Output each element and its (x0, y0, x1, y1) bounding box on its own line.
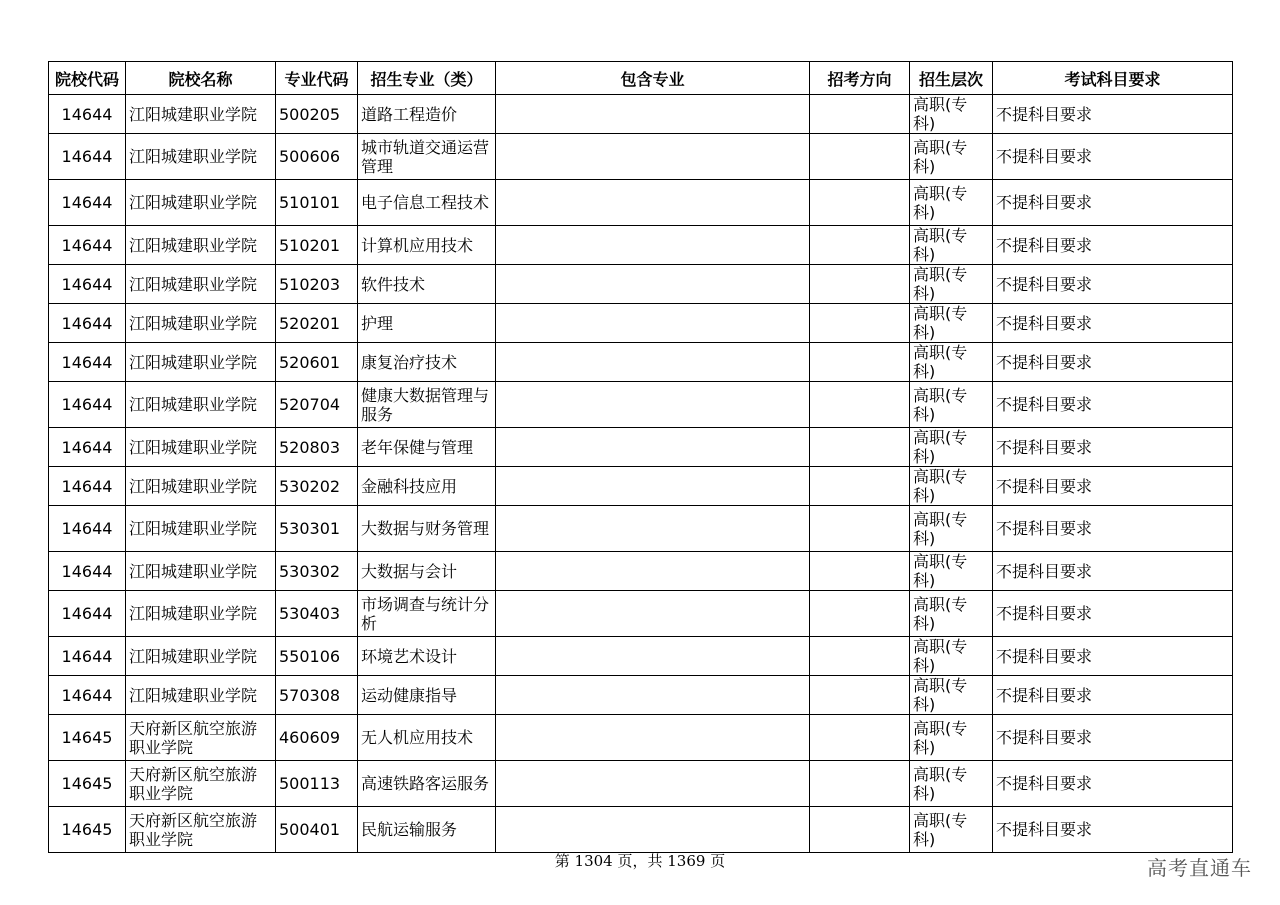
cell-level: 高职(专科) (910, 95, 993, 134)
cell-requirement: 不提科目要求 (993, 637, 1233, 676)
cell-school-name: 天府新区航空旅游职业学院 (126, 715, 276, 761)
cell-included-majors (496, 226, 810, 265)
cell-included-majors (496, 591, 810, 637)
cell-school-name: 江阳城建职业学院 (126, 226, 276, 265)
cell-level: 高职(专科) (910, 382, 993, 428)
cell-direction (810, 382, 910, 428)
table-row (49, 382, 1233, 428)
cell-school-code: 14644 (49, 506, 126, 552)
cell-level: 高职(专科) (910, 761, 993, 807)
cell-school-code: 14645 (49, 715, 126, 761)
table-row (49, 134, 1233, 180)
cell-major: 电子信息工程技术 (358, 180, 496, 226)
cell-school-code: 14644 (49, 134, 126, 180)
cell-included-majors (496, 134, 810, 180)
cell-requirement: 不提科目要求 (993, 304, 1233, 343)
cell-included-majors (496, 265, 810, 304)
cell-major: 高速铁路客运服务 (358, 761, 496, 807)
cell-direction (810, 467, 910, 506)
cell-requirement: 不提科目要求 (993, 591, 1233, 637)
cell-school-code: 14644 (49, 343, 126, 382)
cell-school-code: 14644 (49, 552, 126, 591)
cell-included-majors (496, 95, 810, 134)
cell-major: 计算机应用技术 (358, 226, 496, 265)
cell-major-code: 510101 (276, 180, 358, 226)
cell-major-code: 460609 (276, 715, 358, 761)
cell-major-code: 530202 (276, 467, 358, 506)
cell-major: 环境艺术设计 (358, 637, 496, 676)
cell-level: 高职(专科) (910, 134, 993, 180)
cell-school-code: 14644 (49, 180, 126, 226)
cell-major-code: 520201 (276, 304, 358, 343)
cell-major-code: 500113 (276, 761, 358, 807)
cell-direction (810, 506, 910, 552)
enrollment-table (48, 61, 1233, 853)
cell-school-name: 江阳城建职业学院 (126, 95, 276, 134)
cell-major: 运动健康指导 (358, 676, 496, 715)
cell-direction (810, 637, 910, 676)
cell-requirement: 不提科目要求 (993, 95, 1233, 134)
cell-school-name: 江阳城建职业学院 (126, 304, 276, 343)
cell-level: 高职(专科) (910, 552, 993, 591)
cell-level: 高职(专科) (910, 591, 993, 637)
cell-requirement: 不提科目要求 (993, 761, 1233, 807)
cell-direction (810, 95, 910, 134)
cell-school-code: 14645 (49, 761, 126, 807)
cell-level: 高职(专科) (910, 265, 993, 304)
cell-school-code: 14644 (49, 304, 126, 343)
cell-major-code: 530301 (276, 506, 358, 552)
cell-school-name: 江阳城建职业学院 (126, 134, 276, 180)
table-row (49, 591, 1233, 637)
cell-included-majors (496, 467, 810, 506)
table-body (49, 95, 1233, 853)
cell-major: 健康大数据管理与服务 (358, 382, 496, 428)
cell-level: 高职(专科) (910, 304, 993, 343)
cell-level: 高职(专科) (910, 467, 993, 506)
cell-major: 护理 (358, 304, 496, 343)
cell-requirement: 不提科目要求 (993, 226, 1233, 265)
cell-level: 高职(专科) (910, 180, 993, 226)
cell-major: 道路工程造价 (358, 95, 496, 134)
cell-requirement: 不提科目要求 (993, 382, 1233, 428)
cell-major: 无人机应用技术 (358, 715, 496, 761)
cell-major-code: 510203 (276, 265, 358, 304)
cell-major: 大数据与财务管理 (358, 506, 496, 552)
cell-included-majors (496, 428, 810, 467)
table-row (49, 428, 1233, 467)
cell-major-code: 520704 (276, 382, 358, 428)
cell-direction (810, 761, 910, 807)
header-direction: 招考方向 (810, 62, 910, 95)
cell-direction (810, 304, 910, 343)
cell-school-name: 江阳城建职业学院 (126, 676, 276, 715)
cell-level: 高职(专科) (910, 226, 993, 265)
cell-direction (810, 265, 910, 304)
cell-school-name: 天府新区航空旅游职业学院 (126, 761, 276, 807)
cell-school-name: 江阳城建职业学院 (126, 467, 276, 506)
cell-school-code: 14644 (49, 428, 126, 467)
cell-school-name: 江阳城建职业学院 (126, 506, 276, 552)
cell-direction (810, 676, 910, 715)
table-row (49, 637, 1233, 676)
cell-requirement: 不提科目要求 (993, 180, 1233, 226)
cell-level: 高职(专科) (910, 637, 993, 676)
cell-school-name: 天府新区航空旅游职业学院 (126, 807, 276, 853)
cell-included-majors (496, 304, 810, 343)
cell-direction (810, 591, 910, 637)
cell-major-code: 520803 (276, 428, 358, 467)
cell-major-code: 500401 (276, 807, 358, 853)
cell-level: 高职(专科) (910, 428, 993, 467)
table-header-row (49, 62, 1233, 95)
cell-school-name: 江阳城建职业学院 (126, 265, 276, 304)
cell-school-code: 14644 (49, 467, 126, 506)
table-row (49, 807, 1233, 853)
watermark: 高考直通车 (1147, 856, 1252, 880)
cell-included-majors (496, 180, 810, 226)
cell-requirement: 不提科目要求 (993, 807, 1233, 853)
cell-requirement: 不提科目要求 (993, 676, 1233, 715)
cell-included-majors (496, 761, 810, 807)
cell-direction (810, 343, 910, 382)
table-row (49, 343, 1233, 382)
cell-school-name: 江阳城建职业学院 (126, 180, 276, 226)
header-level: 招生层次 (910, 62, 993, 95)
cell-major: 老年保健与管理 (358, 428, 496, 467)
cell-major-code: 520601 (276, 343, 358, 382)
cell-included-majors (496, 676, 810, 715)
cell-requirement: 不提科目要求 (993, 467, 1233, 506)
table-row (49, 715, 1233, 761)
table-row (49, 552, 1233, 591)
cell-included-majors (496, 552, 810, 591)
cell-school-name: 江阳城建职业学院 (126, 552, 276, 591)
cell-major-code: 550106 (276, 637, 358, 676)
cell-major: 大数据与会计 (358, 552, 496, 591)
table-row (49, 95, 1233, 134)
header-major-code: 专业代码 (276, 62, 358, 95)
cell-major: 市场调查与统计分析 (358, 591, 496, 637)
cell-major: 软件技术 (358, 265, 496, 304)
cell-school-code: 14644 (49, 265, 126, 304)
table-row (49, 676, 1233, 715)
cell-level: 高职(专科) (910, 715, 993, 761)
cell-school-name: 江阳城建职业学院 (126, 428, 276, 467)
cell-requirement: 不提科目要求 (993, 506, 1233, 552)
cell-level: 高职(专科) (910, 343, 993, 382)
cell-school-name: 江阳城建职业学院 (126, 637, 276, 676)
cell-major-code: 530302 (276, 552, 358, 591)
cell-included-majors (496, 807, 810, 853)
cell-included-majors (496, 382, 810, 428)
cell-major-code: 510201 (276, 226, 358, 265)
cell-school-name: 江阳城建职业学院 (126, 343, 276, 382)
cell-included-majors (496, 506, 810, 552)
table-row (49, 506, 1233, 552)
cell-major-code: 530403 (276, 591, 358, 637)
cell-requirement: 不提科目要求 (993, 428, 1233, 467)
cell-major-code: 500606 (276, 134, 358, 180)
cell-direction (810, 226, 910, 265)
cell-included-majors (496, 637, 810, 676)
cell-level: 高职(专科) (910, 807, 993, 853)
page-number: 第 1304 页，共 1369 页 (554, 852, 726, 870)
table-row (49, 226, 1233, 265)
cell-requirement: 不提科目要求 (993, 265, 1233, 304)
table-row (49, 761, 1233, 807)
table-row (49, 467, 1233, 506)
cell-school-code: 14644 (49, 637, 126, 676)
cell-level: 高职(专科) (910, 676, 993, 715)
header-major: 招生专业（类） (358, 62, 496, 95)
cell-direction (810, 715, 910, 761)
cell-requirement: 不提科目要求 (993, 134, 1233, 180)
cell-requirement: 不提科目要求 (993, 715, 1233, 761)
cell-school-name: 江阳城建职业学院 (126, 591, 276, 637)
cell-direction (810, 134, 910, 180)
cell-major: 民航运输服务 (358, 807, 496, 853)
cell-school-code: 14644 (49, 676, 126, 715)
cell-school-code: 14644 (49, 591, 126, 637)
cell-major-code: 570308 (276, 676, 358, 715)
cell-requirement: 不提科目要求 (993, 343, 1233, 382)
cell-major: 城市轨道交通运营管理 (358, 134, 496, 180)
header-included-majors: 包含专业 (496, 62, 810, 95)
header-school-code: 院校代码 (49, 62, 126, 95)
cell-school-name: 江阳城建职业学院 (126, 382, 276, 428)
cell-requirement: 不提科目要求 (993, 552, 1233, 591)
cell-major-code: 500205 (276, 95, 358, 134)
header-school-name: 院校名称 (126, 62, 276, 95)
cell-school-code: 14644 (49, 95, 126, 134)
cell-direction (810, 180, 910, 226)
cell-major: 康复治疗技术 (358, 343, 496, 382)
header-requirement: 考试科目要求 (993, 62, 1233, 95)
cell-direction (810, 807, 910, 853)
cell-included-majors (496, 343, 810, 382)
cell-school-code: 14644 (49, 382, 126, 428)
cell-direction (810, 552, 910, 591)
table-row (49, 180, 1233, 226)
cell-included-majors (496, 715, 810, 761)
cell-major: 金融科技应用 (358, 467, 496, 506)
cell-level: 高职(专科) (910, 506, 993, 552)
cell-school-code: 14645 (49, 807, 126, 853)
cell-school-code: 14644 (49, 226, 126, 265)
table-row (49, 304, 1233, 343)
cell-direction (810, 428, 910, 467)
table-row (49, 265, 1233, 304)
